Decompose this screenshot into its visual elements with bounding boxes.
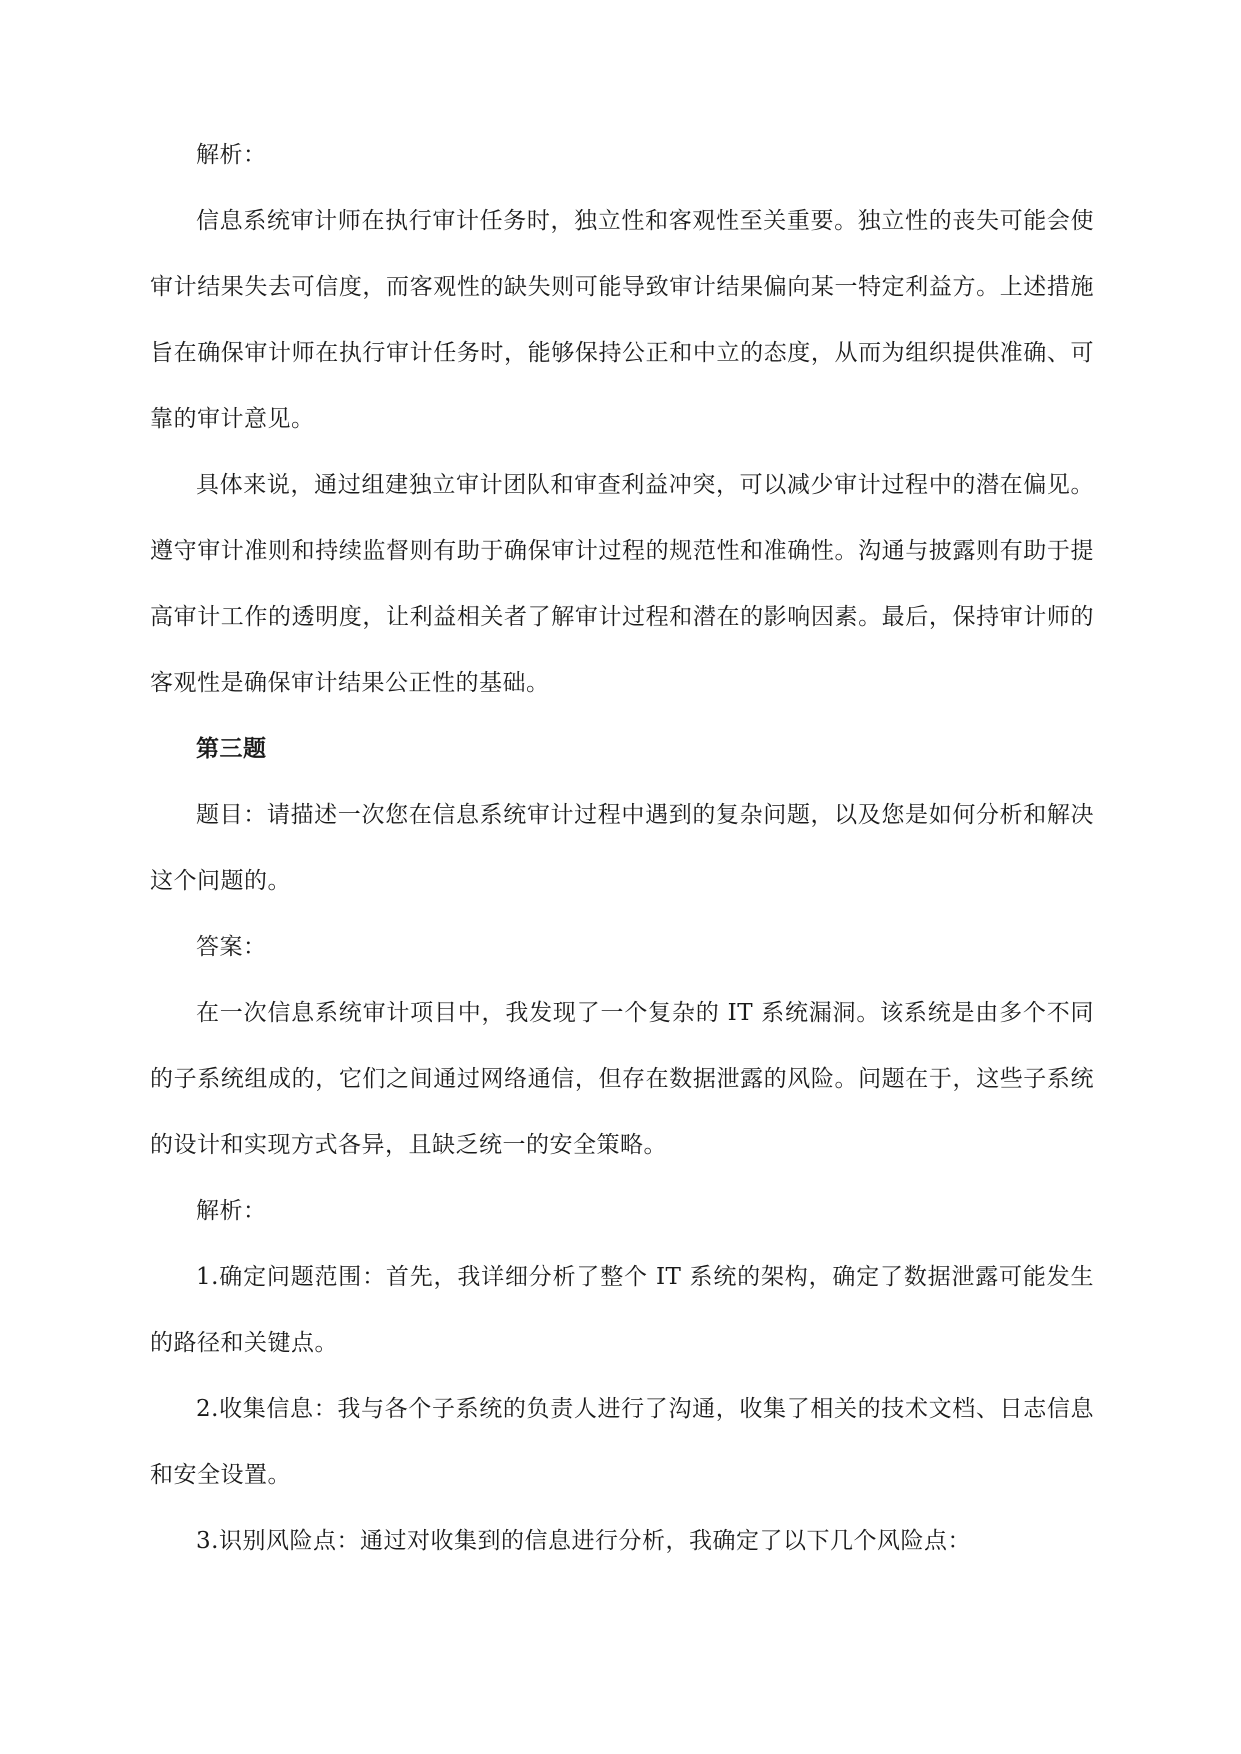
- analysis-paragraph: 信息系统审计师在执行审计任务时，独立性和客观性至关重要。独立性的丧失可能会使审计结果失去可信度，而客观性的缺失则可能导致审计结果偏向某一特定利益方。上述措施旨在确保审计师在执行审计任务时，能够保持公正和中立的态度，从而为组织提供准确、可靠的审计意见。: [150, 208, 1094, 432]
- analysis-label: 解析：: [196, 1198, 267, 1224]
- analysis-label: 解析：: [196, 142, 267, 168]
- step-paragraph: 1.确定问题范围：首先，我详细分析了整个 IT 系统的架构，确定了数据泄露可能发生的路径和关键点。: [150, 1264, 1094, 1356]
- step-paragraph: 2.收集信息：我与各个子系统的负责人进行了沟通，收集了相关的技术文档、日志信息和安全设置。: [150, 1396, 1094, 1488]
- document-body: [150, 122, 1094, 1574]
- section-heading: 第三题: [196, 736, 267, 762]
- question-paragraph: 题目：请描述一次您在信息系统审计过程中遇到的复杂问题，以及您是如何分析和解决这个问题的。: [150, 802, 1094, 894]
- analysis-paragraph: 具体来说，通过组建独立审计团队和审查利益冲突，可以减少审计过程中的潜在偏见。遵守审计准则和持续监督则有助于确保审计过程的规范性和准确性。沟通与披露则有助于提高审计工作的透明度，让利益相关者了解审计过程和潜在的影响因素。最后，保持审计师的客观性是确保审计结果公正性的基础。: [150, 472, 1094, 696]
- answer-label: 答案：: [196, 934, 267, 960]
- answer-paragraph: 在一次信息系统审计项目中，我发现了一个复杂的 IT 系统漏洞。该系统是由多个不同的子系统组成的，它们之间通过网络通信，但存在数据泄露的风险。问题在于，这些子系统的设计和实现方式各异，且缺乏统一的安全策略。: [150, 1000, 1094, 1158]
- step-paragraph: 3.识别风险点：通过对收集到的信息进行分析，我确定了以下几个风险点：: [196, 1528, 971, 1554]
